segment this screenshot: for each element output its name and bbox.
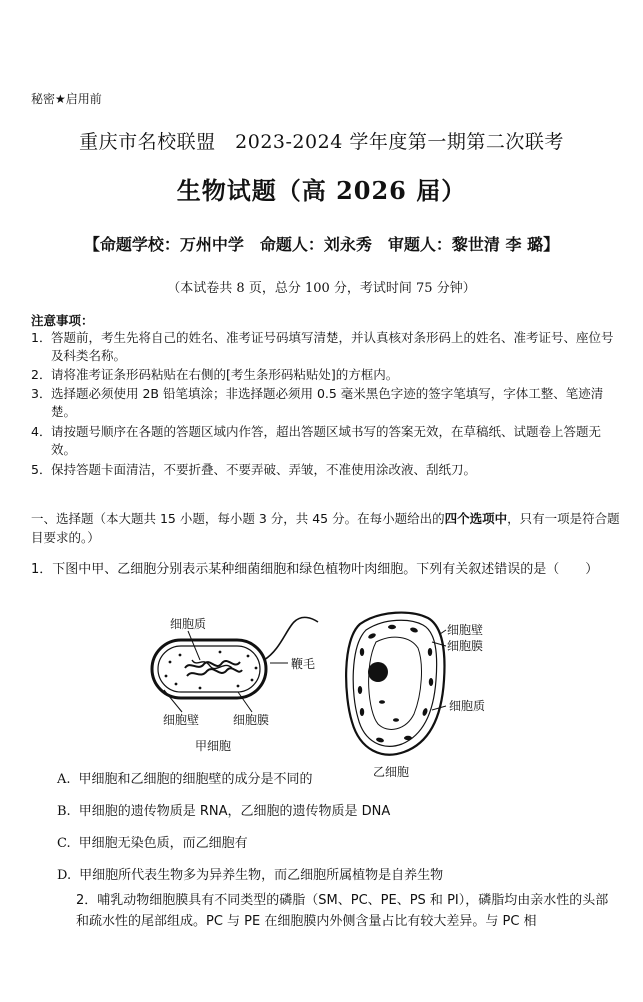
note-number: 5． — [31, 462, 52, 477]
note-number: 4． — [31, 424, 52, 439]
note-number: 3． — [31, 386, 52, 401]
note-text: 请将准考证条形码粘贴在右侧的[考生条形码粘贴处]的方框内。 — [51, 367, 399, 382]
note-text: 保持答题卡面清洁，不要折叠、不要弄破、弄皱，不准使用涂改液、刮纸刀。 — [51, 462, 477, 477]
yi-wall-label: 细胞壁 — [447, 623, 484, 637]
note-text: 请按题号顺序在各题的答题区域内作答，超出答题区域书写的答案无效，在草稿纸、试题卷上答题无效。 — [51, 424, 602, 457]
option-text: 甲细胞所代表生物多为异养生物，而乙细胞所属植物是自养生物 — [79, 868, 444, 883]
jia-cytoplasm-label: 细胞质 — [170, 617, 207, 631]
section-heading-emphasis: 四个选项中 — [444, 511, 508, 526]
option-text: 甲细胞无染色质，而乙细胞有 — [78, 836, 248, 851]
note-text: 选择题必须使用 2B 铅笔填涂；非选择题必须用 0.5 毫米黑色字迹的签字笔填写，字体工整、笔迹清楚。 — [51, 386, 604, 419]
yi-membrane-label: 细胞膜 — [447, 639, 484, 653]
confidential-label: 秘密★启用前 — [31, 92, 102, 106]
yi-caption: 乙细胞 — [373, 765, 410, 779]
jia-flagellum-label: 鞭毛 — [291, 657, 316, 671]
section-heading-text-end: ，只有一项是符合题目要求的。） — [31, 511, 620, 545]
jia-caption: 甲细胞 — [195, 739, 232, 753]
option-b — [57, 800, 390, 819]
jia-wall-label: 细胞壁 — [163, 713, 200, 727]
option-text: 甲细胞和乙细胞的细胞壁的成分是不同的 — [78, 772, 313, 787]
note-number: 2． — [31, 367, 52, 382]
jia-membrane-label: 细胞膜 — [233, 713, 270, 727]
note-text: 答题前，考生先将自己的姓名、准考证号码填写清楚，并认真核对条形码上的姓名、准考证号、座位号及科类名称。 — [51, 330, 614, 363]
option-text: 甲细胞的遗传物质是 RNA，乙细胞的遗传物质是 DNA — [78, 804, 391, 819]
option-label: A. — [57, 772, 71, 787]
option-label: D. — [57, 868, 72, 883]
exam-info: （本试卷共 8 页，总分 100 分，考试时间 75 分钟） — [167, 281, 476, 296]
option-a — [57, 768, 313, 787]
exam-title: 重庆市名校联盟 2023-2024 学年度第一期第二次联考 — [79, 131, 564, 153]
notes-title: 注意事项： — [31, 313, 94, 328]
note-number: 1． — [31, 330, 52, 345]
plant-cell-drawing — [346, 613, 446, 755]
authors-line: 【命题学校：万州中学 命题人：刘永秀 审题人：黎世清 李 璐】 — [83, 235, 560, 254]
option-label: C. — [57, 836, 71, 851]
option-label: B. — [57, 804, 71, 819]
question-1-stem: 1．下图中甲、乙细胞分别表示某种细菌细胞和绿色植物叶肉细胞。下列有关叙述错误的是（ ） — [31, 562, 599, 577]
subject-title: 生物试题（高 2026 届） — [176, 176, 467, 205]
option-d — [57, 864, 443, 883]
section-heading-text: 一、选择题（本大题共 15 小题，每小题 3 分，共 45 分。在每小题给出的 — [31, 511, 445, 526]
option-c — [57, 832, 248, 851]
yi-cytoplasm-label: 细胞质 — [449, 699, 486, 713]
question-2-stem: 2．哺乳动物细胞膜具有不同类型的磷脂（SM、PC、PE、PS 和 PI），磷脂均由亲水性的头部和疏水性的尾部组成。PC 与 PE 在细胞膜内外侧含量占比有较大差异。与 PC 相 — [76, 893, 609, 929]
